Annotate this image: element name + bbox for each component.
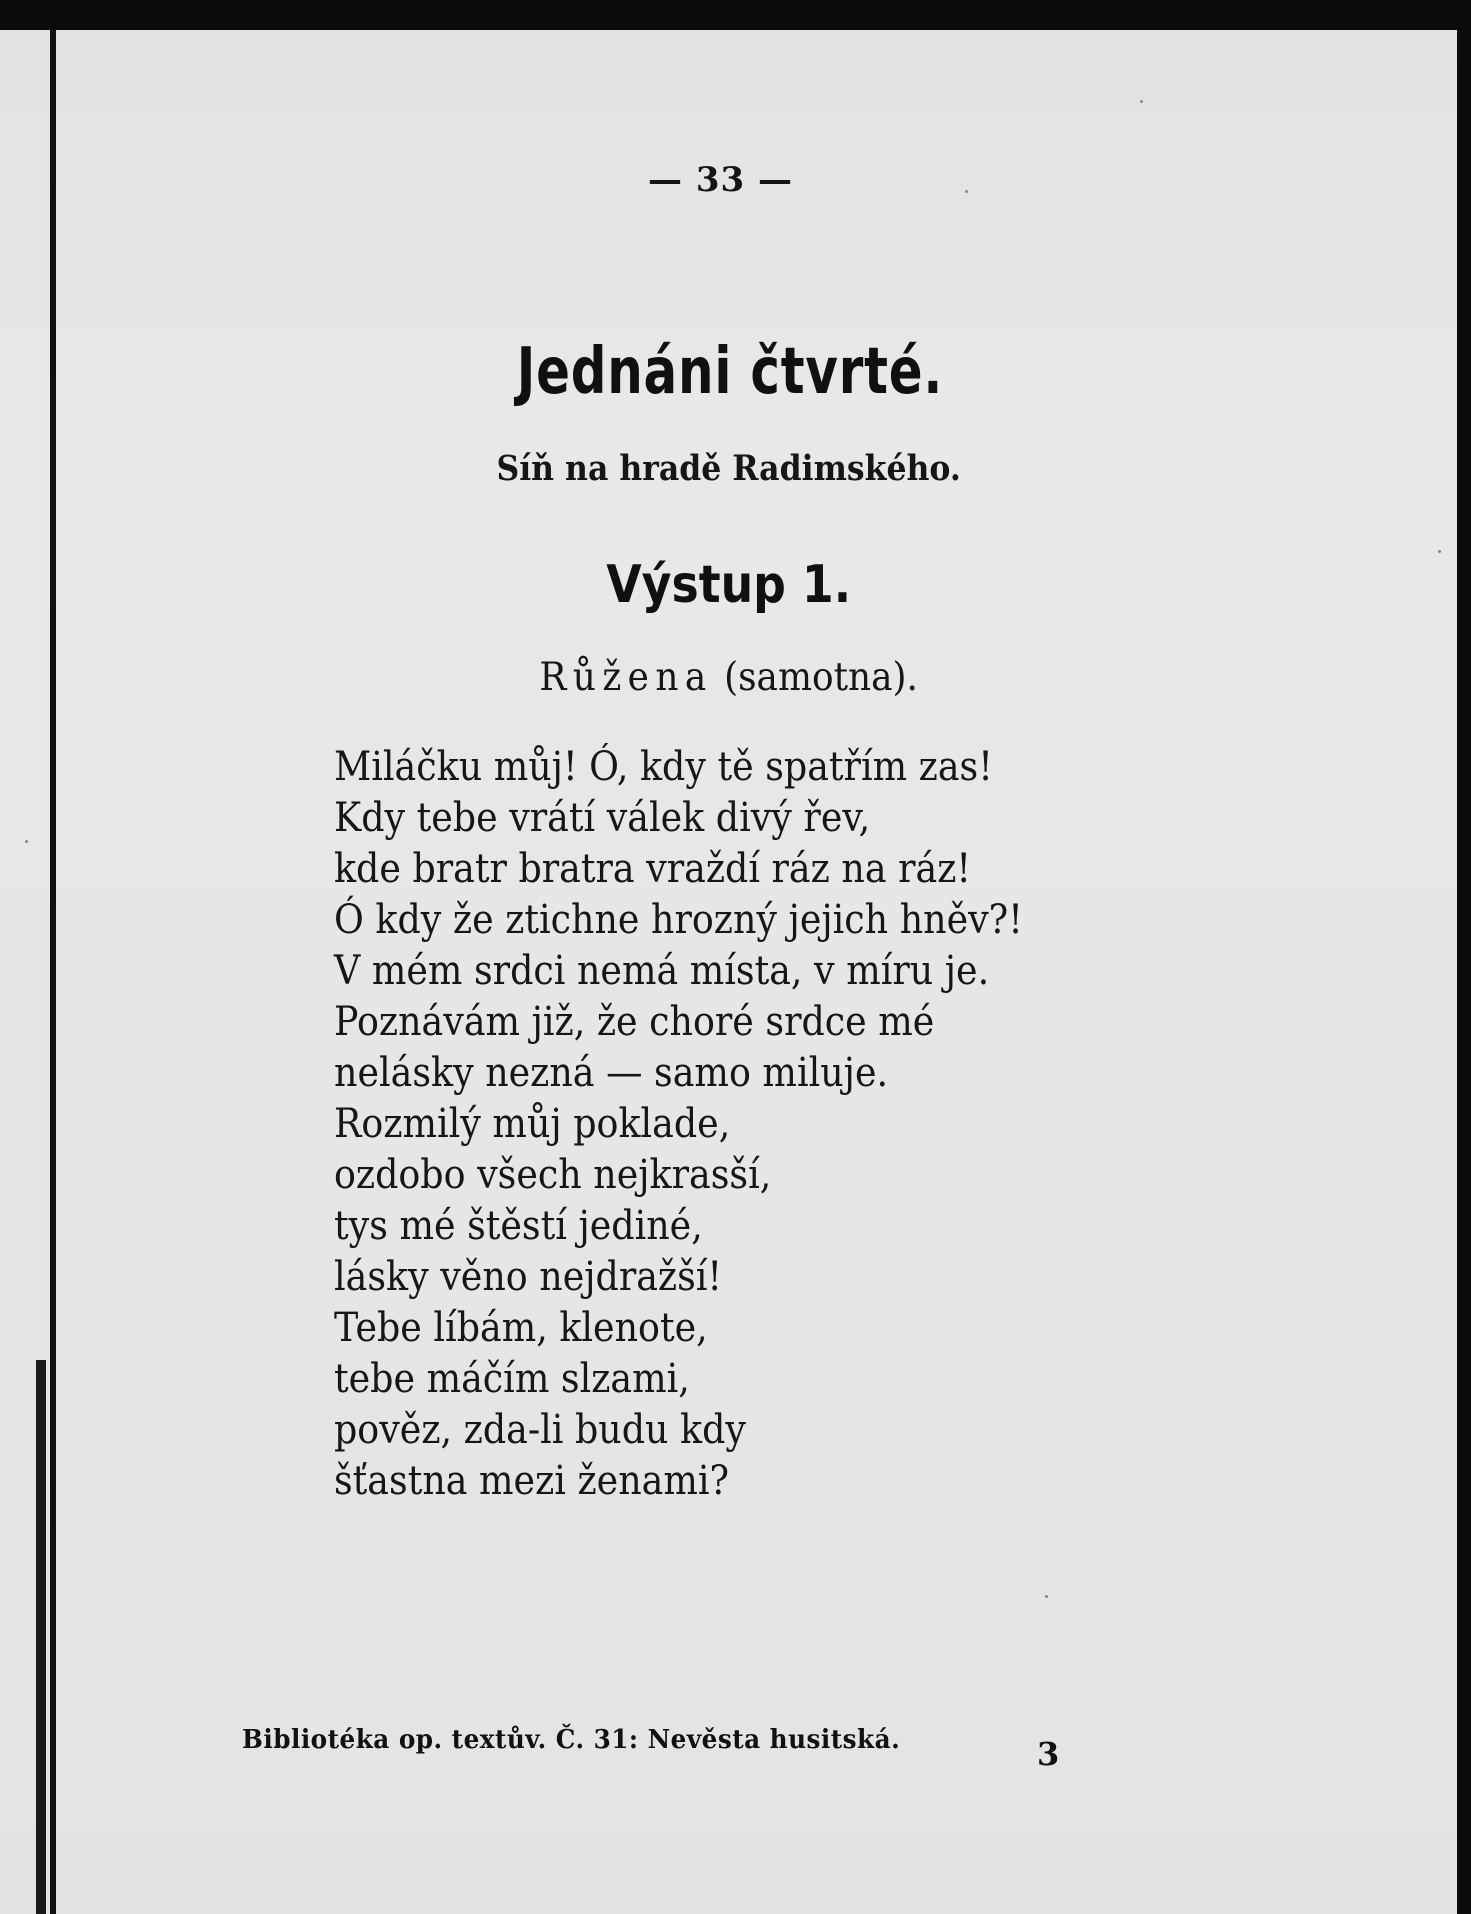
verse-line: Miláčku můj! Ó, kdy tě spatřím zas!: [334, 744, 993, 790]
verse-block: [334, 742, 1244, 1507]
verse-line: šťastna mezi ženami?: [334, 1458, 730, 1504]
scan-border-right: [1457, 0, 1471, 1914]
verse-line: Ó kdy že ztichne hrozný jejich hněv?!: [334, 897, 1023, 943]
verse-line: lásky věno nejdražší!: [334, 1254, 723, 1300]
speaker-name: Růžena: [539, 655, 713, 700]
verse-line: tebe máčím slzami,: [334, 1356, 690, 1402]
verse-line: nelásky nezná — samo miluje.: [334, 1050, 889, 1096]
verse-line: Rozmilý můj poklade,: [334, 1101, 731, 1147]
page-number: — 33 —: [648, 160, 793, 200]
paper-speck: [1438, 550, 1441, 553]
paper-speck: [25, 840, 28, 843]
scan-border-top: [0, 0, 1471, 30]
verse-line: ozdobo všech nejkrasší,: [334, 1152, 772, 1198]
scene-setting: Síň na hradě Radimského.: [496, 448, 961, 489]
verse-line: tys mé štěstí jediné,: [334, 1203, 703, 1249]
footer-imprint: Bibliotéka op. textův. Č. 31: Nevěsta husitská.: [242, 1725, 901, 1755]
paper-speck: [1045, 1595, 1048, 1598]
binding-edge-shadow: [36, 1360, 46, 1914]
act-title: Jednáni čtvrté.: [516, 335, 944, 409]
stage-direction: (samotna).: [724, 655, 918, 700]
speaker-line: [58, 655, 1398, 700]
verse-line: V mém srdci nemá místa, v míru je.: [334, 948, 990, 994]
verse-line: Kdy tebe vrátí válek divý řev,: [334, 795, 871, 841]
paper-speck: [1140, 100, 1143, 103]
scene-title: Výstup 1.: [606, 555, 852, 615]
book-page: [0, 30, 1457, 1914]
verse-line: Tebe líbám, klenote,: [334, 1305, 708, 1351]
verse-line: kde bratr bratra vraždí ráz na ráz!: [334, 846, 971, 892]
binding-edge: [50, 30, 56, 1914]
signature-mark: 3: [1037, 1735, 1060, 1773]
verse-line: pověz, zda-li budu kdy: [334, 1407, 746, 1453]
verse-line: Poznávám již, že choré srdce mé: [334, 999, 935, 1045]
